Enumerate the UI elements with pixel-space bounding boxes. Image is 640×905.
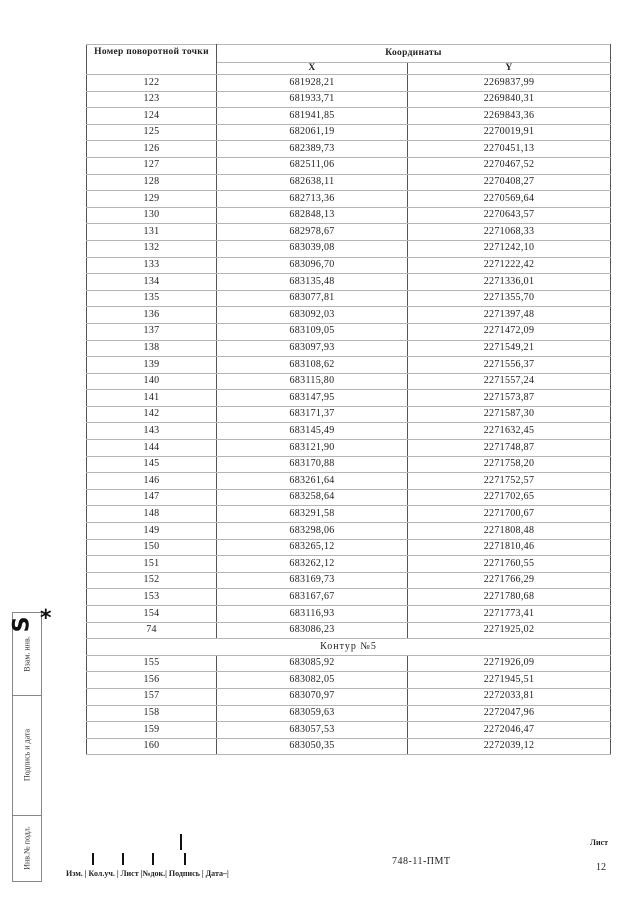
table-row — [87, 390, 611, 407]
table-row — [87, 489, 611, 506]
x-coordinate-cell: 683039,08 — [217, 240, 408, 257]
y-coordinate-cell: 2271925,02 — [408, 622, 611, 639]
y-coordinate-cell: 2270643,57 — [408, 207, 611, 224]
y-coordinate-cell: 2272047,96 — [408, 705, 611, 722]
x-coordinate-cell: 681941,85 — [217, 108, 408, 125]
table-row — [87, 705, 611, 722]
y-coordinate-cell: 2269837,99 — [408, 75, 611, 92]
table-row — [87, 340, 611, 357]
y-coordinate-cell: 2272039,12 — [408, 738, 611, 755]
y-coordinate-cell: 2271702,65 — [408, 489, 611, 506]
table-row — [87, 738, 611, 755]
point-number-cell: 150 — [87, 539, 217, 556]
point-number-cell: 147 — [87, 489, 217, 506]
x-coordinate-cell: 683085,92 — [217, 655, 408, 672]
y-coordinate-cell: 2271068,33 — [408, 224, 611, 241]
x-coordinate-cell: 683059,63 — [217, 705, 408, 722]
table-row — [87, 688, 611, 705]
table-row — [87, 523, 611, 540]
table-row — [87, 423, 611, 440]
x-coordinate-cell: 683097,93 — [217, 340, 408, 357]
table-row — [87, 722, 611, 739]
point-number-cell: 149 — [87, 523, 217, 540]
table-row — [87, 290, 611, 307]
point-number-cell: 160 — [87, 738, 217, 755]
x-header: X — [217, 63, 408, 75]
x-coordinate-cell: 683171,37 — [217, 406, 408, 423]
x-coordinate-cell: 683291,58 — [217, 506, 408, 523]
point-number-cell: 128 — [87, 174, 217, 191]
x-coordinate-cell: 683092,03 — [217, 307, 408, 324]
x-coordinate-cell: 683108,62 — [217, 357, 408, 374]
point-number-cell: 143 — [87, 423, 217, 440]
y-header: Y — [408, 63, 611, 75]
y-coordinate-cell: 2271780,68 — [408, 589, 611, 606]
point-number-cell: 134 — [87, 274, 217, 291]
point-number-cell: 74 — [87, 622, 217, 639]
y-coordinate-cell: 2270467,52 — [408, 157, 611, 174]
x-coordinate-cell: 683109,05 — [217, 323, 408, 340]
x-coordinate-cell: 683261,64 — [217, 473, 408, 490]
table-row — [87, 323, 611, 340]
x-coordinate-cell: 682978,67 — [217, 224, 408, 241]
y-coordinate-cell: 2271557,24 — [408, 373, 611, 390]
table-row — [87, 141, 611, 158]
y-coordinate-cell: 2271926,09 — [408, 655, 611, 672]
y-coordinate-cell: 2271336,01 — [408, 274, 611, 291]
x-coordinate-cell: 681928,21 — [217, 75, 408, 92]
y-coordinate-cell: 2270569,64 — [408, 191, 611, 208]
point-number-cell: 157 — [87, 688, 217, 705]
asterisk-mark: * — [40, 606, 52, 631]
y-coordinate-cell: 2270408,27 — [408, 174, 611, 191]
x-coordinate-cell: 683070,97 — [217, 688, 408, 705]
y-coordinate-cell: 2271472,09 — [408, 323, 611, 340]
table-body — [87, 75, 611, 755]
stamp-divider-tick — [92, 853, 94, 865]
coordinates-header: Координаты — [217, 45, 611, 63]
x-coordinate-cell: 683057,53 — [217, 722, 408, 739]
y-coordinate-cell: 2269843,36 — [408, 108, 611, 125]
y-coordinate-cell: 2271810,46 — [408, 539, 611, 556]
table-row — [87, 108, 611, 125]
margin-field-signature-date — [13, 695, 41, 816]
point-number-cell: 153 — [87, 589, 217, 606]
table-row — [87, 606, 611, 623]
y-coordinate-cell: 2271222,42 — [408, 257, 611, 274]
x-coordinate-cell: 683258,64 — [217, 489, 408, 506]
y-coordinate-cell: 2270019,91 — [408, 124, 611, 141]
point-number-header: Номер поворотной точки — [87, 45, 217, 75]
y-coordinate-cell: 2271758,20 — [408, 456, 611, 473]
table-row — [87, 124, 611, 141]
x-coordinate-cell: 682389,73 — [217, 141, 408, 158]
table-row — [87, 257, 611, 274]
x-coordinate-cell: 682848,13 — [217, 207, 408, 224]
point-number-cell: 144 — [87, 440, 217, 457]
x-coordinate-cell: 681933,71 — [217, 91, 408, 108]
table-row — [87, 556, 611, 573]
table-row — [87, 373, 611, 390]
y-coordinate-cell: 2271748,87 — [408, 440, 611, 457]
point-number-cell: 158 — [87, 705, 217, 722]
margin-field-inv-number — [13, 815, 41, 881]
coordinates-table — [86, 44, 611, 755]
point-number-cell: 129 — [87, 191, 217, 208]
point-number-cell: 127 — [87, 157, 217, 174]
table-row — [87, 274, 611, 291]
y-coordinate-cell: 2271242,10 — [408, 240, 611, 257]
x-coordinate-cell: 683135,48 — [217, 274, 408, 291]
table-row — [87, 672, 611, 689]
table-row — [87, 240, 611, 257]
table-row — [87, 307, 611, 324]
x-coordinate-cell: 683077,81 — [217, 290, 408, 307]
x-coordinate-cell: 683169,73 — [217, 572, 408, 589]
x-coordinate-cell: 683115,80 — [217, 373, 408, 390]
stamp-divider-tick — [180, 834, 182, 850]
y-coordinate-cell: 2271556,37 — [408, 357, 611, 374]
x-coordinate-cell: 683050,35 — [217, 738, 408, 755]
point-number-cell: 139 — [87, 357, 217, 374]
stamp-divider-tick — [152, 853, 154, 865]
point-number-cell: 133 — [87, 257, 217, 274]
x-coordinate-cell: 683170,88 — [217, 456, 408, 473]
table-row — [87, 174, 611, 191]
point-number-cell: 148 — [87, 506, 217, 523]
x-coordinate-cell: 683145,49 — [217, 423, 408, 440]
point-number-cell: 159 — [87, 722, 217, 739]
point-number-cell: 141 — [87, 390, 217, 407]
point-number-cell: 130 — [87, 207, 217, 224]
contour-label: Контур №5 — [87, 639, 611, 656]
point-number-cell: 152 — [87, 572, 217, 589]
point-number-cell: 136 — [87, 307, 217, 324]
x-coordinate-cell: 683082,05 — [217, 672, 408, 689]
contour-row — [87, 639, 611, 656]
x-coordinate-cell: 683116,93 — [217, 606, 408, 623]
point-number-cell: 138 — [87, 340, 217, 357]
document-number: 748-11-ПМТ — [392, 856, 451, 867]
x-coordinate-cell: 683265,12 — [217, 539, 408, 556]
table-row — [87, 572, 611, 589]
x-coordinate-cell: 683298,06 — [217, 523, 408, 540]
sheet-label: Лист — [590, 838, 609, 847]
y-coordinate-cell: 2271760,55 — [408, 556, 611, 573]
margin-label-replace-inv: Взам. инв. — [22, 636, 32, 672]
table-row — [87, 589, 611, 606]
y-coordinate-cell: 2271808,48 — [408, 523, 611, 540]
point-number-cell: 123 — [87, 91, 217, 108]
point-number-cell: 122 — [87, 75, 217, 92]
point-number-cell: 145 — [87, 456, 217, 473]
y-coordinate-cell: 2272046,47 — [408, 722, 611, 739]
point-number-cell: 137 — [87, 323, 217, 340]
table-row — [87, 473, 611, 490]
point-number-cell: 146 — [87, 473, 217, 490]
point-number-cell: 125 — [87, 124, 217, 141]
point-number-cell: 140 — [87, 373, 217, 390]
table-row — [87, 440, 611, 457]
table-row — [87, 406, 611, 423]
y-coordinate-cell: 2272033,81 — [408, 688, 611, 705]
table-row — [87, 207, 611, 224]
table-row — [87, 357, 611, 374]
x-coordinate-cell: 682713,36 — [217, 191, 408, 208]
margin-frame — [12, 612, 42, 882]
point-number-cell: 154 — [87, 606, 217, 623]
point-number-cell: 135 — [87, 290, 217, 307]
margin-label-signature-date: Подпись и дата — [22, 728, 32, 782]
point-number-cell: 131 — [87, 224, 217, 241]
x-coordinate-cell: 683086,23 — [217, 622, 408, 639]
table-row — [87, 191, 611, 208]
point-number-cell: 124 — [87, 108, 217, 125]
y-coordinate-cell: 2271355,70 — [408, 290, 611, 307]
point-number-cell: 126 — [87, 141, 217, 158]
table-row — [87, 622, 611, 639]
x-coordinate-cell: 682511,06 — [217, 157, 408, 174]
table-row — [87, 539, 611, 556]
table-row — [87, 91, 611, 108]
table-row — [87, 157, 611, 174]
sheet-number: 12 — [596, 862, 606, 873]
point-number-cell: 151 — [87, 556, 217, 573]
stamp-column-labels: Изм. | Кол.уч. | Лист |№док.| Подпись | Дата–| — [66, 869, 229, 878]
y-coordinate-cell: 2271945,51 — [408, 672, 611, 689]
table-row — [87, 75, 611, 92]
handwritten-s-mark: S — [9, 616, 35, 633]
y-coordinate-cell: 2271573,87 — [408, 390, 611, 407]
point-number-cell: 142 — [87, 406, 217, 423]
table-row — [87, 224, 611, 241]
y-coordinate-cell: 2271752,57 — [408, 473, 611, 490]
x-coordinate-cell: 682061,19 — [217, 124, 408, 141]
table-row — [87, 655, 611, 672]
y-coordinate-cell: 2271549,21 — [408, 340, 611, 357]
x-coordinate-cell: 683262,12 — [217, 556, 408, 573]
y-coordinate-cell: 2271700,67 — [408, 506, 611, 523]
table-row — [87, 456, 611, 473]
y-coordinate-cell: 2271587,30 — [408, 406, 611, 423]
point-number-cell: 155 — [87, 655, 217, 672]
x-coordinate-cell: 683167,67 — [217, 589, 408, 606]
point-number-cell: 132 — [87, 240, 217, 257]
y-coordinate-cell: 2271397,48 — [408, 307, 611, 324]
x-coordinate-cell: 683096,70 — [217, 257, 408, 274]
margin-label-inv-number: Инв.№ подл. — [22, 826, 32, 870]
point-number-cell: 156 — [87, 672, 217, 689]
stamp-divider-tick — [184, 853, 186, 865]
y-coordinate-cell: 2271773,41 — [408, 606, 611, 623]
x-coordinate-cell: 682638,11 — [217, 174, 408, 191]
x-coordinate-cell: 683121,90 — [217, 440, 408, 457]
y-coordinate-cell: 2271632,45 — [408, 423, 611, 440]
y-coordinate-cell: 2269840,31 — [408, 91, 611, 108]
y-coordinate-cell: 2271766,29 — [408, 572, 611, 589]
table-row — [87, 506, 611, 523]
stamp-divider-tick — [122, 853, 124, 865]
y-coordinate-cell: 2270451,13 — [408, 141, 611, 158]
x-coordinate-cell: 683147,95 — [217, 390, 408, 407]
